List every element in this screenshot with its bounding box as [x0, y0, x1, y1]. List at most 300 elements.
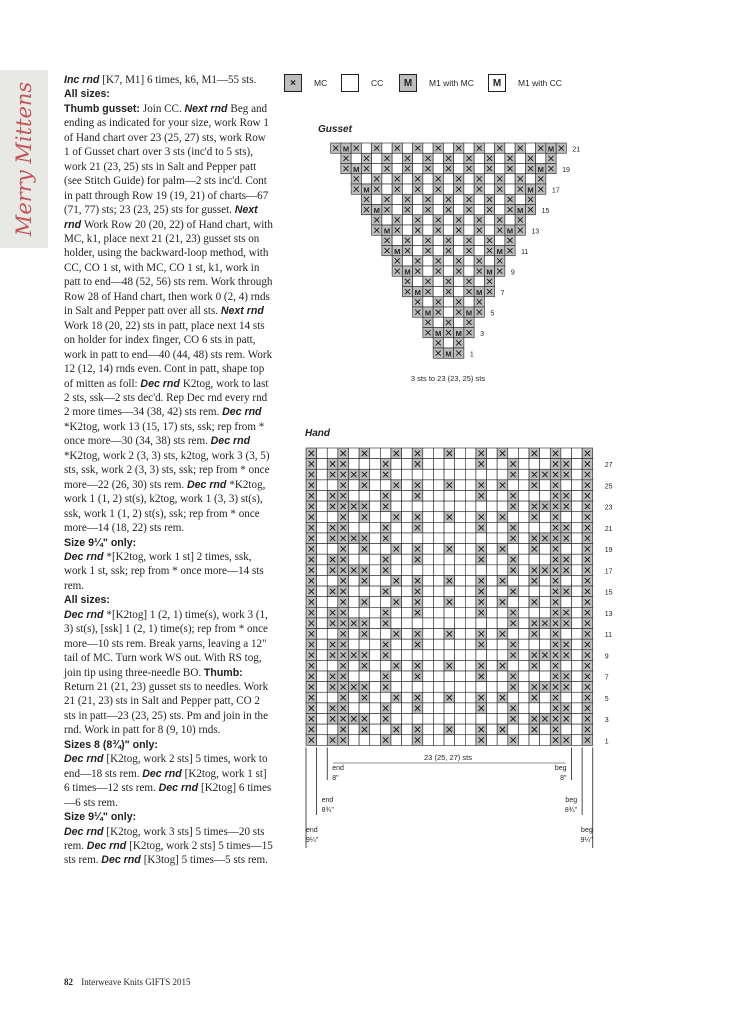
hand-cell: [327, 692, 338, 703]
hand-cell: [402, 565, 413, 576]
hand-cell: [561, 480, 572, 491]
hand-cell: [370, 682, 381, 693]
hand-cell: [391, 618, 402, 629]
gusset-cell: [433, 205, 443, 215]
hand-cell: [380, 544, 391, 555]
hand-cell: [518, 575, 529, 586]
gusset-cell: [423, 297, 433, 307]
hand-cell: [423, 597, 434, 608]
hand-cell: [572, 459, 583, 470]
gusset-cell: [372, 164, 382, 174]
instruction-text: [K2tog, work 2 sts] 5 times, work to end—18 sts rem.: [64, 753, 268, 780]
gusset-m1-mark: M: [537, 164, 544, 174]
hand-cell: [518, 554, 529, 565]
hand-cell: [455, 554, 466, 565]
gusset-m1-mark: M: [373, 205, 380, 215]
gusset-cell: [454, 276, 464, 286]
hand-cell: [455, 639, 466, 650]
hand-cell: [455, 448, 466, 459]
gusset-cell: [382, 215, 392, 225]
instruction-text: Join CC.: [142, 102, 185, 115]
gusset-m1-mark: M: [435, 328, 442, 338]
hand-cell: [529, 639, 540, 650]
hand-cell: [540, 607, 551, 618]
hand-cell: [402, 671, 413, 682]
hand-cell: [465, 682, 476, 693]
hand-cell: [348, 575, 359, 586]
hand-cell: [572, 544, 583, 555]
gusset-cell: [382, 184, 392, 194]
hand-cell: [508, 724, 519, 735]
hand-cell: [348, 554, 359, 565]
hand-cell: [476, 469, 487, 480]
hand-cell: [572, 618, 583, 629]
hand-cell: [518, 512, 529, 523]
hand-cell: [487, 522, 498, 533]
gusset-cell: [413, 235, 423, 245]
hand-cell: [476, 650, 487, 661]
hand-cell: [359, 639, 370, 650]
hand-cell: [317, 512, 328, 523]
hand-cell: [327, 448, 338, 459]
hand-cell: [444, 639, 455, 650]
gusset-m1-mark: M: [424, 308, 432, 318]
hand-cell: [487, 554, 498, 565]
gusset-m1-mark: M: [342, 144, 350, 154]
hand-cell: [370, 671, 381, 682]
hand-cell: [370, 480, 381, 491]
hand-cell: [455, 501, 466, 512]
hand-cell: [423, 714, 434, 725]
hand-cell: [572, 639, 583, 650]
gusset-cell: [474, 194, 484, 204]
hand-cell: [540, 544, 551, 555]
hand-cell: [433, 671, 444, 682]
hand-cell: [455, 671, 466, 682]
hand-cell: [402, 448, 413, 459]
hand-cell: [465, 724, 476, 735]
legend-cc-label: CC: [371, 78, 384, 88]
gusset-cell: [413, 246, 423, 256]
hand-cell: [380, 692, 391, 703]
hand-cell: [572, 703, 583, 714]
hand-cell: [487, 639, 498, 650]
hand-cell: [370, 607, 381, 618]
gusset-cell: [495, 164, 505, 174]
hand-cell: [433, 607, 444, 618]
hand-cell: [348, 735, 359, 746]
hand-cell: [380, 629, 391, 640]
hand-row-label: 19: [604, 547, 613, 555]
hand-cell: [487, 714, 498, 725]
hand-cell: [391, 682, 402, 693]
label-end-875: end: [321, 797, 334, 804]
instruction-text: *K2tog, work 13 (15, 17) sts, ssk; rep from * once more—30 (34, 38) sts rem.: [64, 420, 265, 448]
hand-cell: [497, 533, 508, 544]
legend-mc-swatch: ×: [284, 74, 302, 92]
hand-cell: [317, 490, 328, 501]
gusset-cell: [402, 256, 412, 266]
hand-cell: [423, 724, 434, 735]
hand-cell: [359, 490, 370, 501]
hand-cell: [423, 448, 434, 459]
hand-cell: [402, 682, 413, 693]
hand-cell: [487, 724, 498, 735]
hand-cell: [433, 533, 444, 544]
hand-cell: [359, 522, 370, 533]
instruction-heading: Dec rnd: [64, 825, 107, 838]
gusset-cell: [505, 143, 515, 153]
hand-cell: [465, 660, 476, 671]
hand-cell: [370, 618, 381, 629]
hand-cell: [518, 639, 529, 650]
gusset-cell: [464, 297, 474, 307]
gusset-cell: [464, 184, 474, 194]
hand-cell: [529, 703, 540, 714]
hand-row-label: 3: [604, 717, 609, 725]
hand-cell: [423, 544, 434, 555]
hand-cell: [391, 639, 402, 650]
gusset-cell: [474, 164, 484, 174]
instruction-text: [K2tog] 6 times—6 sts rem.: [64, 782, 272, 809]
hand-cell: [518, 469, 529, 480]
gusset-row-label: 15: [541, 207, 550, 215]
hand-cell: [370, 650, 381, 661]
hand-cell: [370, 660, 381, 671]
gusset-cell: [495, 153, 505, 163]
gusset-cell: [536, 153, 546, 163]
gusset-cell: [443, 256, 453, 266]
hand-cell: [518, 650, 529, 661]
gusset-m1-mark: M: [527, 185, 534, 195]
hand-cell: [317, 714, 328, 725]
gusset-cell: [474, 246, 484, 256]
hand-row-label: 1: [604, 738, 609, 746]
label-end-875: 8¾": [321, 807, 334, 814]
instruction-heading: Inc rnd: [64, 74, 103, 86]
hand-cell: [433, 512, 444, 523]
hand-cell: [455, 533, 466, 544]
hand-cell: [465, 544, 476, 555]
hand-cell: [391, 735, 402, 746]
gusset-cell: [361, 174, 371, 184]
hand-cell: [423, 533, 434, 544]
hand-cell: [561, 544, 572, 555]
hand-cell: [359, 703, 370, 714]
hand-cell: [359, 671, 370, 682]
gusset-cell: [423, 174, 433, 184]
hand-cell: [433, 703, 444, 714]
instruction-text: [K2tog, work 2 sts] 5 times—15 sts rem.: [64, 840, 273, 867]
hand-row-label: 23: [604, 504, 613, 512]
hand-cell: [487, 692, 498, 703]
gusset-cell: [443, 174, 453, 184]
hand-cell: [518, 607, 529, 618]
hand-cell: [518, 671, 529, 682]
hand-cell: [402, 650, 413, 661]
hand-cell: [540, 671, 551, 682]
hand-cell: [540, 724, 551, 735]
hand-cell: [370, 692, 381, 703]
instruction-heading: Dec rnd: [186, 478, 230, 491]
instruction-heading: All sizes:: [64, 594, 110, 607]
hand-cell: [423, 522, 434, 533]
hand-cell: [423, 490, 434, 501]
hand-cell: [402, 703, 413, 714]
hand-cell: [359, 586, 370, 597]
hand-cell: [572, 512, 583, 523]
hand-cell: [518, 480, 529, 491]
hand-cell: [359, 554, 370, 565]
hand-cell: [444, 671, 455, 682]
hand-cell: [348, 459, 359, 470]
hand-cell: [455, 469, 466, 480]
hand-cell: [497, 682, 508, 693]
hand-cell: [391, 650, 402, 661]
hand-cell: [518, 618, 529, 629]
hand-cell: [455, 565, 466, 576]
hand-cell: [561, 629, 572, 640]
hand-cell: [327, 575, 338, 586]
gusset-cell: [495, 235, 505, 245]
instruction-heading: All sizes:: [64, 88, 110, 101]
hand-cell: [327, 724, 338, 735]
hand-cell: [327, 629, 338, 640]
hand-cell: [561, 660, 572, 671]
hand-cell: [529, 586, 540, 597]
hand-cell: [487, 469, 498, 480]
hand-cell: [455, 459, 466, 470]
hand-cell: [370, 544, 381, 555]
instruction-text: Work Row 20 (20, 22) of Hand chart, with MC, k1, place next 21 (21, 23) gusset sts on holder, using the backward-loop method, with CC, CO 1 st, with MC, CO 1 st, k1, work in patt to end—48 (52, 56) sts rem. Work through Row 28 of Hand chart, then work 0 (2, 4) rnds in Salt and Pepper patt over all sts.: [64, 218, 273, 318]
hand-cell: [540, 459, 551, 470]
hand-cell: [359, 607, 370, 618]
instruction-text: Return 21 (21, 23) gusset sts to needles. Work 21 (21, 23) sts in Salt and Pepper patt, CO 2 sts in patt—23 (23, 25) sts. Pm and join in the rnd. Work in patt for 8 (9, 10) rnds.: [64, 681, 269, 737]
gusset-cell: [484, 225, 494, 235]
gusset-m1-mark: M: [455, 328, 462, 338]
hand-cell: [391, 490, 402, 501]
gusset-m1-mark: M: [445, 349, 452, 359]
hand-cell: [455, 522, 466, 533]
hand-cell: [348, 660, 359, 671]
instruction-heading: Dec rnd: [210, 435, 251, 448]
gusset-cell: [392, 205, 402, 215]
instruction-text: [K2tog, work 3 sts] 5 times—20 sts rem.: [64, 825, 265, 853]
label-beg-875: 8¾": [564, 807, 578, 814]
hand-cell: [423, 692, 434, 703]
hand-cell: [487, 735, 498, 746]
instruction-text: [K2tog, work 1 st] 6 times—12 sts rem.: [64, 767, 267, 795]
gusset-caption: 3 sts to 23 (23, 25) sts: [410, 374, 486, 383]
hand-cell: [540, 554, 551, 565]
hand-cell: [423, 671, 434, 682]
hand-cell: [317, 639, 328, 650]
hand-cell: [402, 459, 413, 470]
publication-name: Interweave Knits GIFTS 2015: [81, 977, 191, 987]
hand-cell: [402, 490, 413, 501]
gusset-cell: [443, 184, 453, 194]
hand-cell: [572, 533, 583, 544]
hand-cell: [444, 522, 455, 533]
hand-cell: [412, 501, 423, 512]
hand-cell: [391, 586, 402, 597]
gusset-row-label: 3: [480, 330, 485, 338]
gusset-cell: [443, 143, 453, 153]
hand-cell: [465, 448, 476, 459]
hand-cell: [487, 682, 498, 693]
gusset-cell: [464, 215, 474, 225]
hand-cell: [572, 650, 583, 661]
gusset-m1-mark: M: [476, 287, 483, 297]
hand-cell: [465, 533, 476, 544]
hand-cell: [402, 501, 413, 512]
hand-cell: [572, 682, 583, 693]
hand-cell: [444, 459, 455, 470]
instruction-heading: Dec rnd: [101, 854, 144, 867]
instruction-heading: Sizes 8 (8¾)" only:: [64, 738, 158, 751]
hand-cell: [455, 682, 466, 693]
hand-cell: [317, 586, 328, 597]
gusset-cell: [433, 164, 443, 174]
hand-cell: [380, 724, 391, 735]
hand-cell: [433, 650, 444, 661]
legend-m1-mc-label: M1 with MC: [429, 78, 474, 88]
hand-cell: [444, 735, 455, 746]
hand-cell: [370, 522, 381, 533]
hand-cell: [317, 597, 328, 608]
hand-cell: [444, 650, 455, 661]
hand-cell: [455, 586, 466, 597]
hand-cell: [465, 586, 476, 597]
hand-cell: [370, 597, 381, 608]
hand-cell: [455, 597, 466, 608]
hand-cell: [317, 448, 328, 459]
gusset-chart-title: Gusset: [318, 124, 352, 135]
gusset-cell: [372, 153, 382, 163]
hand-cell: [423, 607, 434, 618]
hand-cell: [433, 682, 444, 693]
hand-cell: [444, 618, 455, 629]
gusset-cell: [413, 194, 423, 204]
hand-cell: [476, 501, 487, 512]
hand-cell: [518, 565, 529, 576]
hand-cell: [561, 512, 572, 523]
hand-cell: [497, 618, 508, 629]
gusset-cell: [361, 143, 371, 153]
hand-cell: [455, 512, 466, 523]
hand-cell: [529, 522, 540, 533]
hand-row-label: 17: [604, 568, 613, 576]
gusset-cell: [484, 143, 494, 153]
hand-cell: [465, 575, 476, 586]
hand-cell: [348, 629, 359, 640]
hand-cell: [518, 459, 529, 470]
hand-cell: [572, 490, 583, 501]
gusset-cell: [413, 153, 423, 163]
gusset-cell: [402, 215, 412, 225]
hand-cell: [402, 597, 413, 608]
hand-cell: [402, 469, 413, 480]
hand-cell: [444, 714, 455, 725]
gusset-cell: [505, 215, 515, 225]
hand-cell: [508, 660, 519, 671]
hand-cell: [380, 597, 391, 608]
gusset-cell: [351, 153, 361, 163]
hand-cell: [402, 575, 413, 586]
label-beg-8: 8": [560, 775, 567, 782]
hand-cell: [455, 692, 466, 703]
hand-cell: [317, 554, 328, 565]
gusset-cell: [454, 205, 464, 215]
hand-cell: [433, 490, 444, 501]
hand-cell: [412, 565, 423, 576]
instruction-heading: Dec rnd: [158, 782, 201, 795]
gusset-cell: [464, 225, 474, 235]
hand-cell: [508, 597, 519, 608]
hand-cell: [391, 607, 402, 618]
hand-cell: [561, 692, 572, 703]
hand-cell: [348, 448, 359, 459]
hand-cell: [497, 607, 508, 618]
gusset-cell: [525, 143, 535, 153]
hand-cell: [572, 597, 583, 608]
hand-cell: [391, 554, 402, 565]
hand-cell: [433, 692, 444, 703]
hand-cell: [572, 660, 583, 671]
page-number: 82: [64, 977, 73, 987]
gusset-cell: [474, 153, 484, 163]
hand-cell: [540, 660, 551, 671]
gusset-m1-mark: M: [465, 308, 473, 318]
gusset-cell: [423, 215, 433, 225]
instruction-heading: Thumb gusset:: [64, 102, 143, 115]
hand-row-label: 27: [604, 462, 613, 470]
hand-cell: [423, 682, 434, 693]
hand-cell: [540, 586, 551, 597]
gusset-cell: [464, 266, 474, 276]
hand-cell: [455, 629, 466, 640]
gusset-m1-mark: M: [363, 185, 370, 195]
hand-cell: [508, 575, 519, 586]
gusset-cell: [443, 215, 453, 225]
hand-chart-title: Hand: [305, 428, 330, 439]
hand-cell: [465, 735, 476, 746]
hand-cell: [518, 724, 529, 735]
hand-cell: [508, 544, 519, 555]
hand-cell: [529, 554, 540, 565]
legend-m1-mc-swatch: M: [399, 74, 417, 92]
gusset-m1-mark: M: [414, 287, 421, 297]
hand-cell: [476, 682, 487, 693]
hand-cell: [348, 490, 359, 501]
hand-cell: [317, 565, 328, 576]
hand-cell: [497, 586, 508, 597]
instruction-text: [K3tog] 5 times—5 sts rem.: [143, 854, 268, 867]
hand-caption: 23 (25, 27) sts: [424, 753, 472, 762]
hand-cell: [433, 735, 444, 746]
gusset-cell: [454, 235, 464, 245]
hand-cell: [497, 565, 508, 576]
hand-cell: [455, 607, 466, 618]
hand-cell: [540, 575, 551, 586]
hand-cell: [572, 607, 583, 618]
hand-cell: [518, 735, 529, 746]
hand-cell: [497, 650, 508, 661]
gusset-row-label: 7: [500, 289, 505, 297]
gusset-cell: [443, 297, 453, 307]
hand-cell: [529, 735, 540, 746]
gusset-row-label: 11: [521, 248, 529, 256]
